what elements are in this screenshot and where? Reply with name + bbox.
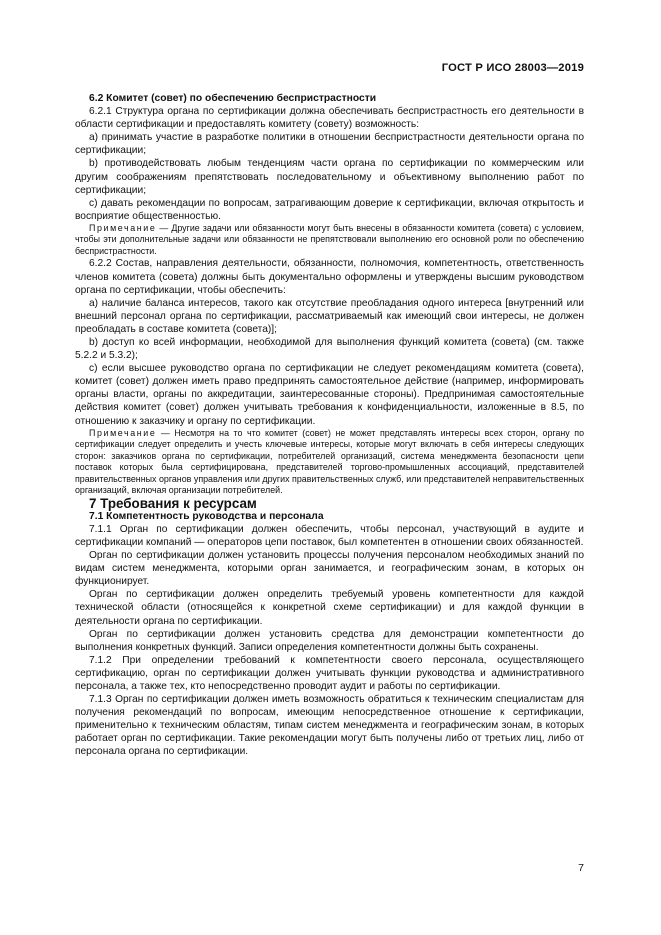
standard-designation: ГОСТ Р ИСО 28003—2019 <box>441 62 584 74</box>
page-number: 7 <box>578 862 584 874</box>
section-6-2-title: 6.2 Комитет (совет) по обеспечению беспристрастности <box>89 93 377 104</box>
list-item-c: c) давать рекомендации по вопросам, затрагивающим доверие к сертификации, включая открытость и восприятие общественностью. <box>75 197 584 222</box>
note-1 <box>75 223 584 258</box>
list-item-a2: a) наличие баланса интересов, такого как отсутствие преобладания одного интереса [внутренний или внешний персонал органа по сертификации, рассматриваемый как имеющий свои интересы, не должен преобладать в составе комитета (совета)]; <box>75 297 584 335</box>
list-item-b2: b) доступ ко всей информации, необходимой для выполнения функций комитета (совета) (см. также 5.2.2 и 5.3.2); <box>75 337 584 362</box>
paragraph-7-1-1-c: Орган по сертификации должен определить требуемый уровень компетентности для каждой технической области (относящейся к конкретной схеме сертификации) и для каждой функции в деятельности органа по сертификации. <box>75 589 584 627</box>
paragraph-7-1-1: 7.1.1 Орган по сертификации должен обеспечить, чтобы персонал, участвующий в аудите и сертификации компаний — операторов цепи поставок, был компетентен в отношении своих обязанностей. <box>75 523 584 548</box>
note-1-label: Примечание <box>89 222 157 233</box>
note-1-text: — Другие задачи или обязанности могут быть внесены в обязанности комитета (совета) с условием, чтобы эти дополнительные задачи или обязанности не препятствовали выполнению его основной роли по обеспечению беспристрастности. <box>75 222 584 256</box>
paragraph-7-1-3: 7.1.3 Орган по сертификации должен иметь возможность обратиться к техническим специалистам для получения рекомендаций по вопросам, имеющим непосредственное отношение к сертификации, применительно к техническим областям, типам систем менеджмента и географическим зонам, в которых работает орган по сертификации. Такие рекомендации могут быть получены либо от третьих лиц, либо от персонала органа по сертификации. <box>75 694 584 758</box>
list-item-c2: c) если высшее руководство органа по сертификации не следует рекомендациям комитета (совета), комитет (совет) должен иметь право предпринять самостоятельное действие (например, информировать органы власти, органы по аккредитации, заинтересованные стороны). Предпринимая самостоятельные действия комитет (совет) должен учитывать требования к конфиденциальности, изложенные в 8.5, по отношению к заказчику и органу по сертификации. <box>75 363 584 427</box>
section-7-1-title: 7.1 Компетентность руководства и персонала <box>89 510 324 522</box>
list-item-a: a) принимать участие в разработке политики в отношении беспристрастности деятельности органа по сертификации; <box>75 132 584 157</box>
list-item-b: b) противодействовать любым тенденциям части органа по сертификации по коммерческим или другим соображениям препятствовать последовательному и объективному выполнению работ по сертификации; <box>75 158 584 196</box>
note-2 <box>75 428 584 497</box>
paragraph-6-2-2: 6.2.2 Состав, направления деятельности, обязанности, полномочия, компетентность, ответственность членов комитета (совета) должны быть документально оформлены и утверждены высшим руководством органа по сертификации, чтобы обеспечить: <box>75 258 584 296</box>
paragraph-7-1-1-b: Орган по сертификации должен установить процессы получения персоналом необходимых знаний по видам систем менеджмента, которыми орган занимается, и географическим зонам, в которых он функционирует. <box>75 550 584 588</box>
page-content <box>75 92 584 759</box>
note-2-text: — Несмотря на то что комитет (совет) не может представлять интересы всех сторон, органу по сертификации следует определить и учесть ключевые интересы, которые могут включать в себя интересы следующих сторон: заказчиков органа по сертификации, потребителей организаций, система менеджмента безопасности цепи поставок которых была сертифицирована, представителей торгово-промышленных ассоциаций, представителей правительственных органов управления или других правительственных служб, или представителей неправительственных организаций, включая организации потребителей. <box>75 427 584 496</box>
note-2-label: Примечание <box>89 427 157 438</box>
paragraph-7-1-1-d: Орган по сертификации должен установить средства для демонстрации компетентности до выполнения конкретных функций. Записи определения компетентности должны быть сохранены. <box>75 628 584 653</box>
section-7-title: 7 Требования к ресурсам <box>89 495 257 511</box>
paragraph-7-1-2: 7.1.2 При определении требований к компетентности своего персонала, осуществляющего сертификацию, орган по сертификации должен учитывать функции руководства и административного персонала, а также тех, кто непосредственно проводит аудит и работы по сертификации. <box>75 654 584 692</box>
paragraph-6-2-1: 6.2.1 Структура органа по сертификации должна обеспечивать беспристрастность его деятельности в области сертификации и предоставлять комитету (совету) возможность: <box>75 106 584 131</box>
